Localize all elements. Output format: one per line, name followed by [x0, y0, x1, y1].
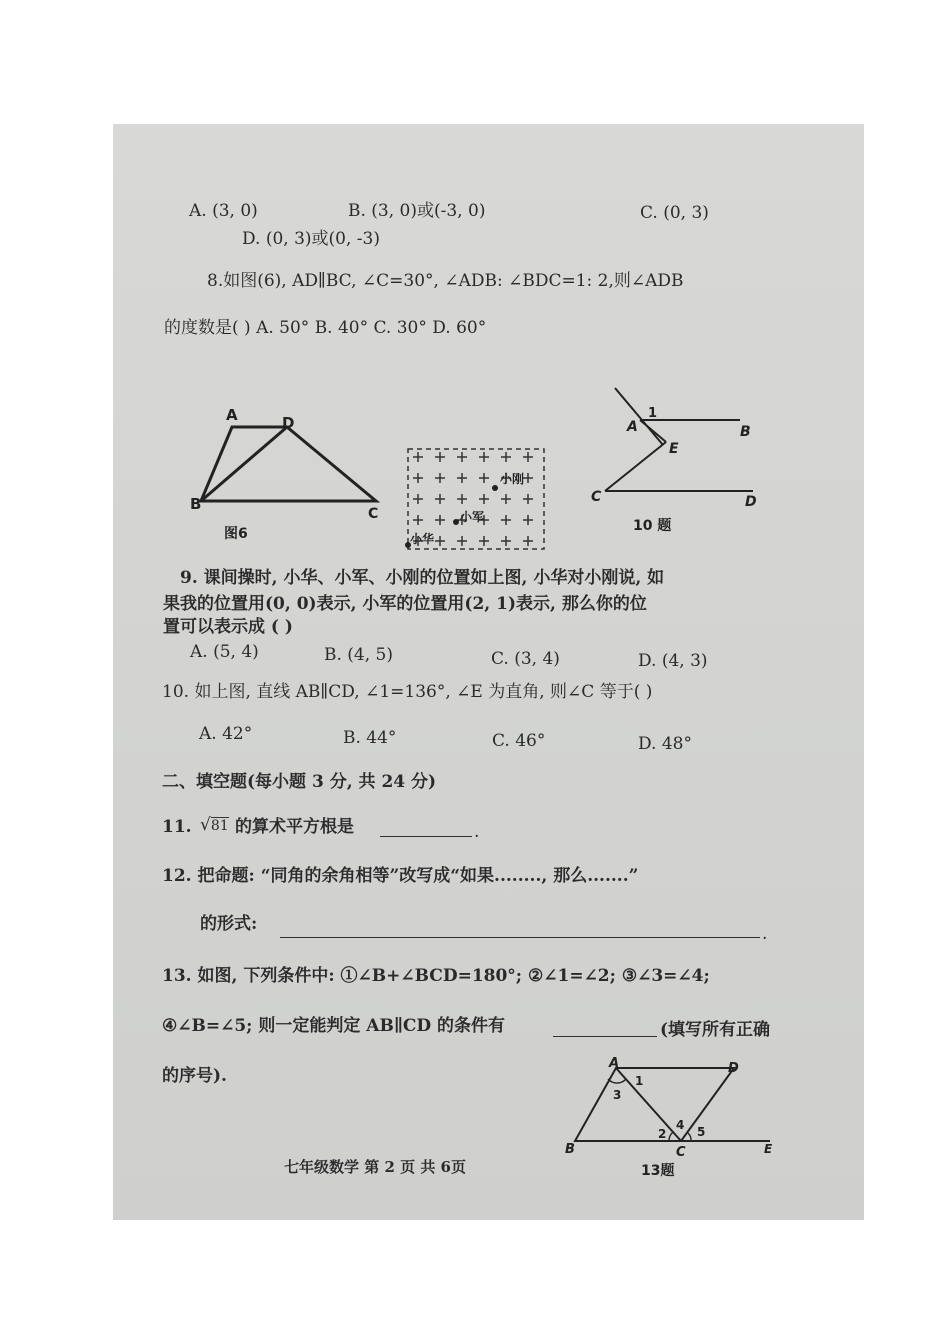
fig13-label-a: A — [609, 1056, 620, 1071]
figure-6-trapezoid — [190, 400, 390, 545]
fig13-label-5: 5 — [697, 1125, 706, 1139]
q9-option-b: B. (4, 5) — [324, 645, 394, 665]
q11-sqrt — [200, 815, 229, 836]
q13-answer-blank[interactable] — [553, 1036, 657, 1037]
fig6-label-c: C — [368, 506, 379, 522]
q12-line1: 12. 把命题: “同角的余角相等”改写成“如果........, 那么.......” — [162, 866, 639, 886]
q7-option-b: B. (3, 0)或(-3, 0) — [348, 201, 486, 221]
q10-option-b: B. 44° — [343, 728, 397, 748]
q9-option-d: D. (4, 3) — [638, 651, 708, 671]
sqrt-sign: √ — [200, 815, 211, 835]
q11-answer-blank[interactable] — [380, 836, 472, 837]
grid-label-xiaohua: 小华 — [410, 532, 435, 546]
fig10-label-b: B — [740, 424, 751, 440]
q9-line1: 9. 课间操时, 小华、小军、小刚的位置如上图, 小华对小刚说, 如 — [180, 568, 665, 588]
fig13-label-2: 2 — [658, 1127, 667, 1141]
fig6-label-d: D — [282, 414, 295, 432]
q9-line2: 果我的位置用(0, 0)表示, 小军的位置用(2, 1)表示, 那么你的位 — [163, 594, 647, 614]
q7-option-c: C. (0, 3) — [640, 203, 709, 223]
q7-option-a: A. (3, 0) — [189, 201, 258, 221]
q11-text: 的算术平方根是 — [235, 817, 354, 837]
q12-answer-blank[interactable] — [280, 937, 760, 938]
fig6-label-a: A — [226, 406, 238, 424]
q13-line1: 13. 如图, 下列条件中: ①∠B+∠BCD=180°; ②∠1=∠2; ③∠3=∠4; — [162, 966, 710, 986]
q9-option-a: A. (5, 4) — [190, 642, 259, 662]
q13-line2-suffix: (填写所有正确 — [660, 1020, 771, 1040]
section-2-heading: 二、填空题(每小题 3 分, 共 24 分) — [162, 772, 437, 792]
q10-option-d: D. 48° — [638, 734, 692, 754]
q11-radicand: 81 — [210, 818, 229, 834]
fig13-label-3: 3 — [613, 1088, 622, 1102]
xiaojun-dot — [453, 519, 459, 525]
figure-position-grid — [400, 445, 550, 555]
fig10-label-e: E — [669, 441, 679, 457]
fig10-label-c: C — [591, 489, 602, 505]
q10-option-c: C. 46° — [492, 731, 546, 751]
q8-line1: 8.如图(6), AD∥BC, ∠C=30°, ∠ADB: ∠BDC=1: 2,则∠ADB — [207, 271, 684, 291]
fig6-label-b: B — [190, 495, 202, 513]
fig13-label-d: D — [728, 1061, 739, 1076]
page-footer: 七年级数学 第 2 页 共 6页 — [284, 1158, 466, 1176]
q9-line3: 置可以表示成 ( ) — [163, 617, 293, 637]
fig10-label-a: A — [627, 419, 638, 435]
fig10-label-d: D — [745, 494, 757, 510]
figure-13 — [560, 1055, 780, 1185]
fig13-label-1: 1 — [635, 1074, 644, 1088]
q9-option-c: C. (3, 4) — [491, 649, 560, 669]
q10-text: 10. 如上图, 直线 AB∥CD, ∠1=136°, ∠E 为直角, 则∠C 等于( ) — [162, 682, 653, 702]
fig10-label-1: 1 — [648, 406, 658, 421]
xiaogang-dot — [492, 485, 498, 491]
fig6-caption: 图6 — [224, 526, 248, 542]
fig13-label-e: E — [764, 1142, 773, 1156]
q8-line2: 的度数是( ) A. 50° B. 40° C. 30° D. 60° — [164, 318, 487, 338]
q11-number: 11. — [162, 817, 192, 837]
q12-period: . — [762, 924, 768, 944]
q12-line2: 的形式: — [200, 914, 258, 934]
grid-label-xiaogang: 小刚 — [500, 472, 525, 486]
fig13-label-c: C — [676, 1145, 686, 1160]
q13-line2-prefix: ④∠B=∠5; 则一定能判定 AB∥CD 的条件有 — [162, 1016, 506, 1036]
fig13-caption: 13题 — [641, 1163, 675, 1179]
q11-period: . — [474, 822, 480, 842]
fig13-label-4: 4 — [676, 1118, 685, 1132]
figure-10 — [585, 385, 775, 540]
grid-label-xiaojun: 小军 — [460, 510, 485, 524]
q10-option-a: A. 42° — [199, 724, 253, 744]
q13-line3: 的序号). — [162, 1066, 227, 1086]
q7-option-d: D. (0, 3)或(0, -3) — [242, 229, 380, 249]
fig10-caption: 10 题 — [633, 518, 672, 534]
fig13-label-b: B — [565, 1142, 575, 1157]
